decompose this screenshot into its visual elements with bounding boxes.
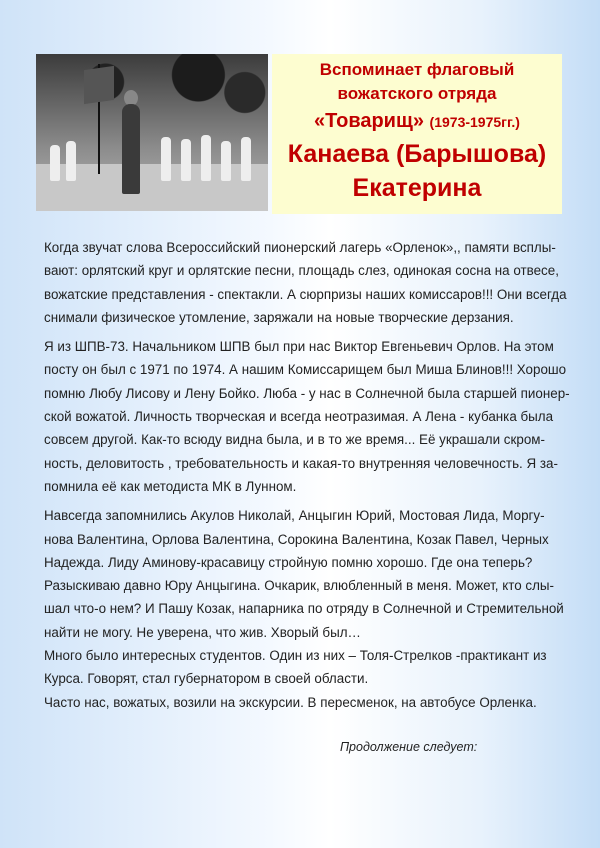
photo-trees [36,54,268,124]
text-line: помню Любу Лисову и Лену Бойко. Люба - у нас в Солнечной была старшей пионер- [44,385,570,401]
text-line: посту он был с 1971 по 1974. А нашим Комиссарищем был Миша Блинов!!! Хорошо [44,362,567,378]
text-line: Курса. Говорят, стал губернатором в своей области. [44,671,369,687]
continuation-note: Продолжение следует: [340,740,478,754]
squad-years: (1973-1975гг.) [429,114,520,130]
marcher-figure [181,139,191,181]
title-line-1: Вспоминает флаговый [319,60,515,79]
marcher-figure [201,135,211,181]
text-line: Когда звучат слова Всероссийский пионерский лагерь «Орленок»,, памяти всплы- [44,240,556,255]
leader-figure [122,104,140,194]
text-line: снимали физическое утомление, заряжали на новые творческие дерзания. [44,309,514,325]
text-line: Часто нас, вожатых, возили на экскурсии. В пересменок, на автобусе Орленка. [44,694,537,710]
text-line: Навсегда запомнились Акулов Николай, Анцыгин Юрий, Мостовая Лида, Моргу- [44,508,545,524]
parade-photo [36,54,268,211]
author-surname: Канаева (Барышова) [287,140,547,168]
text-line: Надежда. Лиду Аминову-красавицу стройную помню хорошо. Где она теперь? [44,554,533,570]
marcher-figure [221,141,231,181]
text-line: найти не могу. Не уверена, что жив. Хворый был… [44,624,361,640]
flag-icon [84,66,114,104]
text-line: вожатские представления - спектакли. А сюрпризы наших комиссаров!!! Они всегда [44,286,567,302]
text-line: Много было интересных студентов. Один из них – Толя-Стрелков -практикант из [44,648,547,664]
text-line: ность, деловитость , требовательность и какая-то внутренняя человечность. Я за- [44,455,558,471]
text-line: нова Валентина, Орлова Валентина, Сорокина Валентина, Козак Павел, Черных [44,531,549,547]
marcher-figure [50,145,60,181]
text-line: вают: орлятский круг и орлятские песни, площадь слез, одинокая сосна на отвесе, [44,263,559,279]
text-line: Я из ШПВ-73. Начальником ШПВ был при нас Виктор Евгеньевич Орлов. На этом [44,339,554,355]
marcher-figure [241,137,251,181]
squad-name: «Товарищ» [314,110,424,132]
text-line: шал что-о нем? И Пашу Козак, напарника по отряду в Солнечной и Стремительной [44,601,564,617]
author-firstname: Екатерина [352,174,482,202]
title-line-3 [272,106,562,137]
marcher-figure [66,141,76,181]
marcher-figure [161,137,171,181]
title-line-2: вожатского отряда [337,84,497,103]
text-line: совсем другой. Как-то всюду видна была, и в то же время... Её украшали скром- [44,432,545,448]
article-body [44,236,572,714]
text-line: Разыскиваю давно Юру Анцыгина. Очкарик, влюбленный в меня. Может, кто слы- [44,578,554,594]
text-line: помнила её как методиста МК в Лунном. [44,478,297,494]
title-box [272,54,562,214]
text-line: ской вожатой. Личность творческая и всегда неотразимая. А Лена - кубанка была [44,409,554,425]
